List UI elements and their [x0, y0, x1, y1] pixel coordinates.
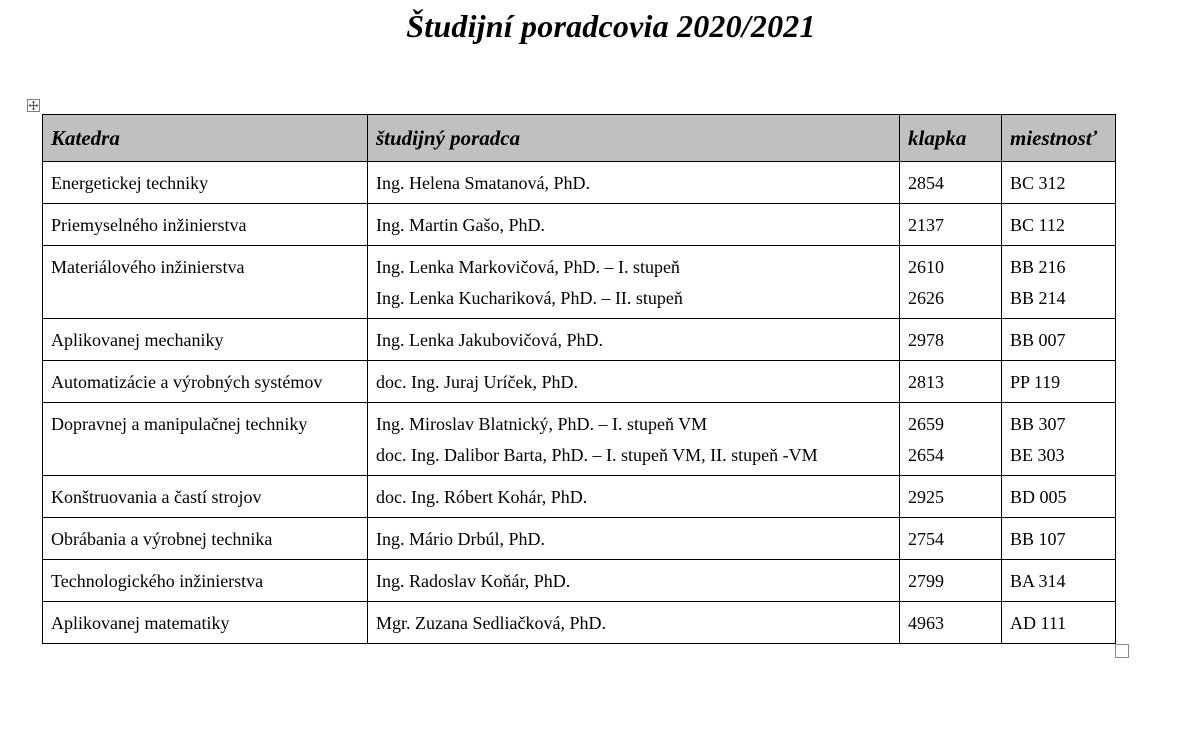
table-row: [43, 518, 1116, 560]
department-cell: Technologického inžinierstva: [43, 560, 368, 602]
department-cell: Energetickej techniky: [43, 162, 368, 204]
room-number: BB 007: [1010, 330, 1066, 350]
department-cell: Konštruovania a častí strojov: [43, 476, 368, 518]
phone-cell: [900, 246, 1002, 319]
department-cell: Obrábania a výrobnej technika: [43, 518, 368, 560]
phone-number: 2854: [908, 173, 944, 193]
room-number: BB 216: [1010, 257, 1066, 277]
room-number: BE 303: [1010, 445, 1065, 465]
room-number: PP 119: [1010, 372, 1061, 392]
room-cell: [1002, 361, 1116, 403]
advisor-name: Mgr. Zuzana Sedliačková, PhD.: [376, 613, 606, 633]
table-row: [43, 319, 1116, 361]
advisor-name: doc. Ing. Róbert Kohár, PhD.: [376, 487, 588, 507]
header-room: miestnosť: [1002, 115, 1116, 162]
advisor-name: Ing. Mário Drbúl, PhD.: [376, 529, 545, 549]
advisor-name: Ing. Radoslav Koňár, PhD.: [376, 571, 571, 591]
phone-cell: [900, 162, 1002, 204]
room-number: BC 112: [1010, 215, 1065, 235]
department-cell: Dopravnej a manipulačnej techniky: [43, 403, 368, 476]
room-number: BB 214: [1010, 288, 1066, 308]
room-cell: [1002, 319, 1116, 361]
phone-number: 2626: [908, 288, 944, 308]
phone-number: 2754: [908, 529, 944, 549]
header-advisor: študijný poradca: [368, 115, 900, 162]
advisor-cell: [368, 602, 900, 644]
department-cell: Materiálového inžinierstva: [43, 246, 368, 319]
advisor-name: Ing. Lenka Kuchariková, PhD. – II. stupeň: [376, 288, 683, 308]
room-cell: [1002, 204, 1116, 246]
advisor-name: Ing. Helena Smatanová, PhD.: [376, 173, 590, 193]
phone-number: 4963: [908, 613, 944, 633]
table-row: [43, 476, 1116, 518]
advisor-cell: [368, 518, 900, 560]
room-cell: [1002, 476, 1116, 518]
table-header-row: [43, 115, 1116, 162]
phone-number: 2813: [908, 372, 944, 392]
advisor-cell: [368, 204, 900, 246]
advisors-table: [42, 114, 1116, 644]
advisor-cell: [368, 560, 900, 602]
table-move-icon[interactable]: [27, 99, 40, 112]
phone-number: 2654: [908, 445, 944, 465]
room-number: BA 314: [1010, 571, 1066, 591]
phone-number: 2137: [908, 215, 944, 235]
phone-cell: [900, 319, 1002, 361]
table-row: [43, 204, 1116, 246]
advisor-name: Ing. Lenka Markovičová, PhD. – I. stupeň: [376, 257, 680, 277]
table-row: [43, 560, 1116, 602]
advisor-name: Ing. Miroslav Blatnický, PhD. – I. stupeň VM: [376, 414, 708, 434]
advisor-cell: [368, 476, 900, 518]
table-row: [43, 403, 1116, 476]
department-cell: Aplikovanej mechaniky: [43, 319, 368, 361]
phone-cell: [900, 518, 1002, 560]
page-title: Študijní poradcovia 2020/2021: [406, 8, 816, 44]
phone-cell: [900, 403, 1002, 476]
advisor-cell: [368, 246, 900, 319]
phone-number: 2659: [908, 414, 944, 434]
room-number: BB 107: [1010, 529, 1066, 549]
advisor-cell: [368, 162, 900, 204]
table-row: [43, 602, 1116, 644]
advisor-name: Ing. Martin Gašo, PhD.: [376, 215, 545, 235]
phone-number: 2610: [908, 257, 944, 277]
advisor-name: doc. Ing. Dalibor Barta, PhD. – I. stupeň VM, II. stupeň -VM: [376, 445, 818, 465]
department-cell: Priemyselného inžinierstva: [43, 204, 368, 246]
phone-cell: [900, 204, 1002, 246]
room-number: BC 312: [1010, 173, 1066, 193]
advisor-name: doc. Ing. Juraj Uríček, PhD.: [376, 372, 578, 392]
phone-cell: [900, 560, 1002, 602]
room-cell: [1002, 162, 1116, 204]
header-department: Katedra: [43, 115, 368, 162]
table-resize-icon[interactable]: [1115, 644, 1129, 658]
advisor-cell: [368, 361, 900, 403]
table-row: [43, 361, 1116, 403]
room-cell: [1002, 560, 1116, 602]
room-cell: [1002, 518, 1116, 560]
header-phone: klapka: [900, 115, 1002, 162]
advisor-cell: [368, 403, 900, 476]
room-number: BD 005: [1010, 487, 1067, 507]
phone-cell: [900, 602, 1002, 644]
department-cell: Automatizácie a výrobných systémov: [43, 361, 368, 403]
table-row: [43, 162, 1116, 204]
phone-number: 2925: [908, 487, 944, 507]
advisor-cell: [368, 319, 900, 361]
room-number: BB 307: [1010, 414, 1066, 434]
room-cell: [1002, 602, 1116, 644]
table-row: [43, 246, 1116, 319]
room-cell: [1002, 246, 1116, 319]
department-cell: Aplikovanej matematiky: [43, 602, 368, 644]
phone-cell: [900, 361, 1002, 403]
advisor-name: Ing. Lenka Jakubovičová, PhD.: [376, 330, 603, 350]
phone-cell: [900, 476, 1002, 518]
room-number: AD 111: [1010, 613, 1067, 633]
phone-number: 2978: [908, 330, 944, 350]
room-cell: [1002, 403, 1116, 476]
phone-number: 2799: [908, 571, 944, 591]
